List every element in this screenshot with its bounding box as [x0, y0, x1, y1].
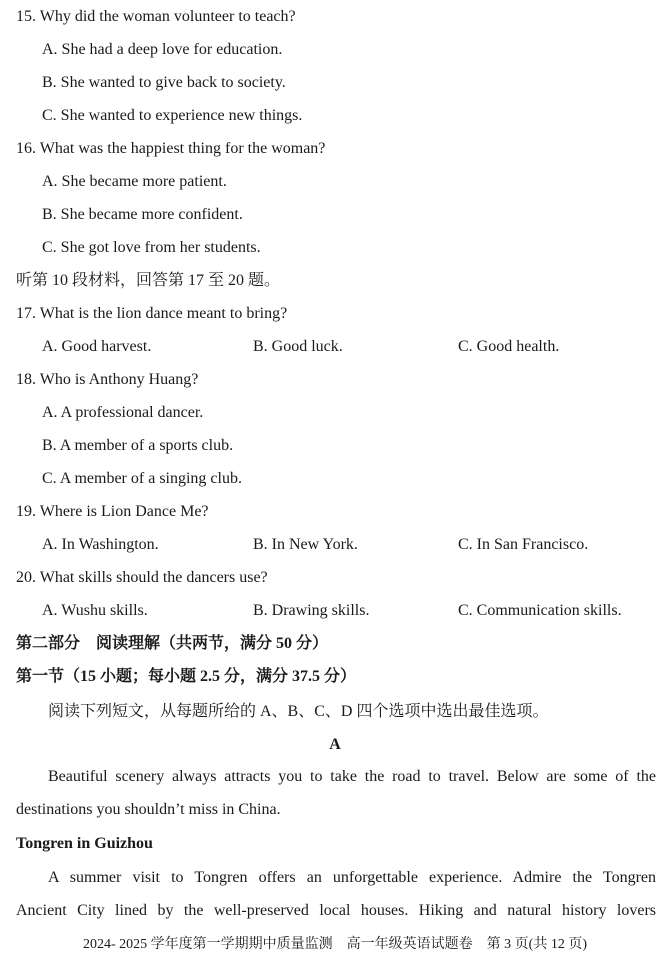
option: B. Good luck.: [253, 338, 343, 355]
option: C. She got love from her students.: [42, 239, 261, 256]
option: A. Wushu skills.: [42, 602, 148, 619]
option: A. She had a deep love for education.: [42, 41, 283, 58]
question-16: 16. What was the happiest thing for the woman?: [16, 140, 326, 157]
option: B. In New York.: [253, 536, 358, 553]
option: B. A member of a sports club.: [42, 437, 234, 454]
reading-instruction: 阅读下列短文，从每题所给的 A、B、C、D 四个选项中选出最佳选项。: [48, 703, 549, 720]
option: A. A professional dancer.: [42, 404, 204, 421]
option: B. Drawing skills.: [253, 602, 370, 619]
option: C. Good health.: [458, 338, 560, 355]
page-footer: 2024- 2025 学年度第一学期期中质量监测 高一年级英语试题卷 第 3 页(共 12 页): [83, 937, 587, 952]
question-15: 15. Why did the woman volunteer to teach?: [16, 8, 296, 25]
question-19: 19. Where is Lion Dance Me?: [16, 503, 209, 520]
option: C. In San Francisco.: [458, 536, 589, 553]
option: B. She became more confident.: [42, 206, 243, 223]
option: B. She wanted to give back to society.: [42, 74, 286, 91]
passage-intro-line-2: destinations you shouldn’t miss in China.: [16, 801, 281, 818]
passage-paragraph-line-1: A summer visit to Tongren offers an unforgettable experience. Admire the Tongren: [48, 869, 656, 886]
listening-instruction: 听第 10 段材料，回答第 17 至 20 题。: [16, 272, 281, 289]
option: A. Good harvest.: [42, 338, 152, 355]
part-two-title: 第二部分 阅读理解（共两节，满分 50 分）: [16, 635, 329, 652]
passage-heading: Tongren in Guizhou: [16, 835, 153, 852]
option: A. In Washington.: [42, 536, 159, 553]
option: C. A member of a singing club.: [42, 470, 242, 487]
passage-paragraph-line-2: Ancient City lined by the well-preserved local houses. Hiking and natural history lovers: [16, 902, 656, 919]
passage-intro-line-1: Beautiful scenery always attracts you to take the road to travel. Below are some of the: [48, 768, 656, 785]
option: C. She wanted to experience new things.: [42, 107, 303, 124]
question-17: 17. What is the lion dance meant to bring?: [16, 305, 288, 322]
option: A. She became more patient.: [42, 173, 227, 190]
section-one-title: 第一节（15 小题；每小题 2.5 分，满分 37.5 分）: [16, 668, 357, 685]
option: C. Communication skills.: [458, 602, 622, 619]
question-18: 18. Who is Anthony Huang?: [16, 371, 199, 388]
question-20: 20. What skills should the dancers use?: [16, 569, 268, 586]
passage-letter: A: [329, 736, 341, 753]
